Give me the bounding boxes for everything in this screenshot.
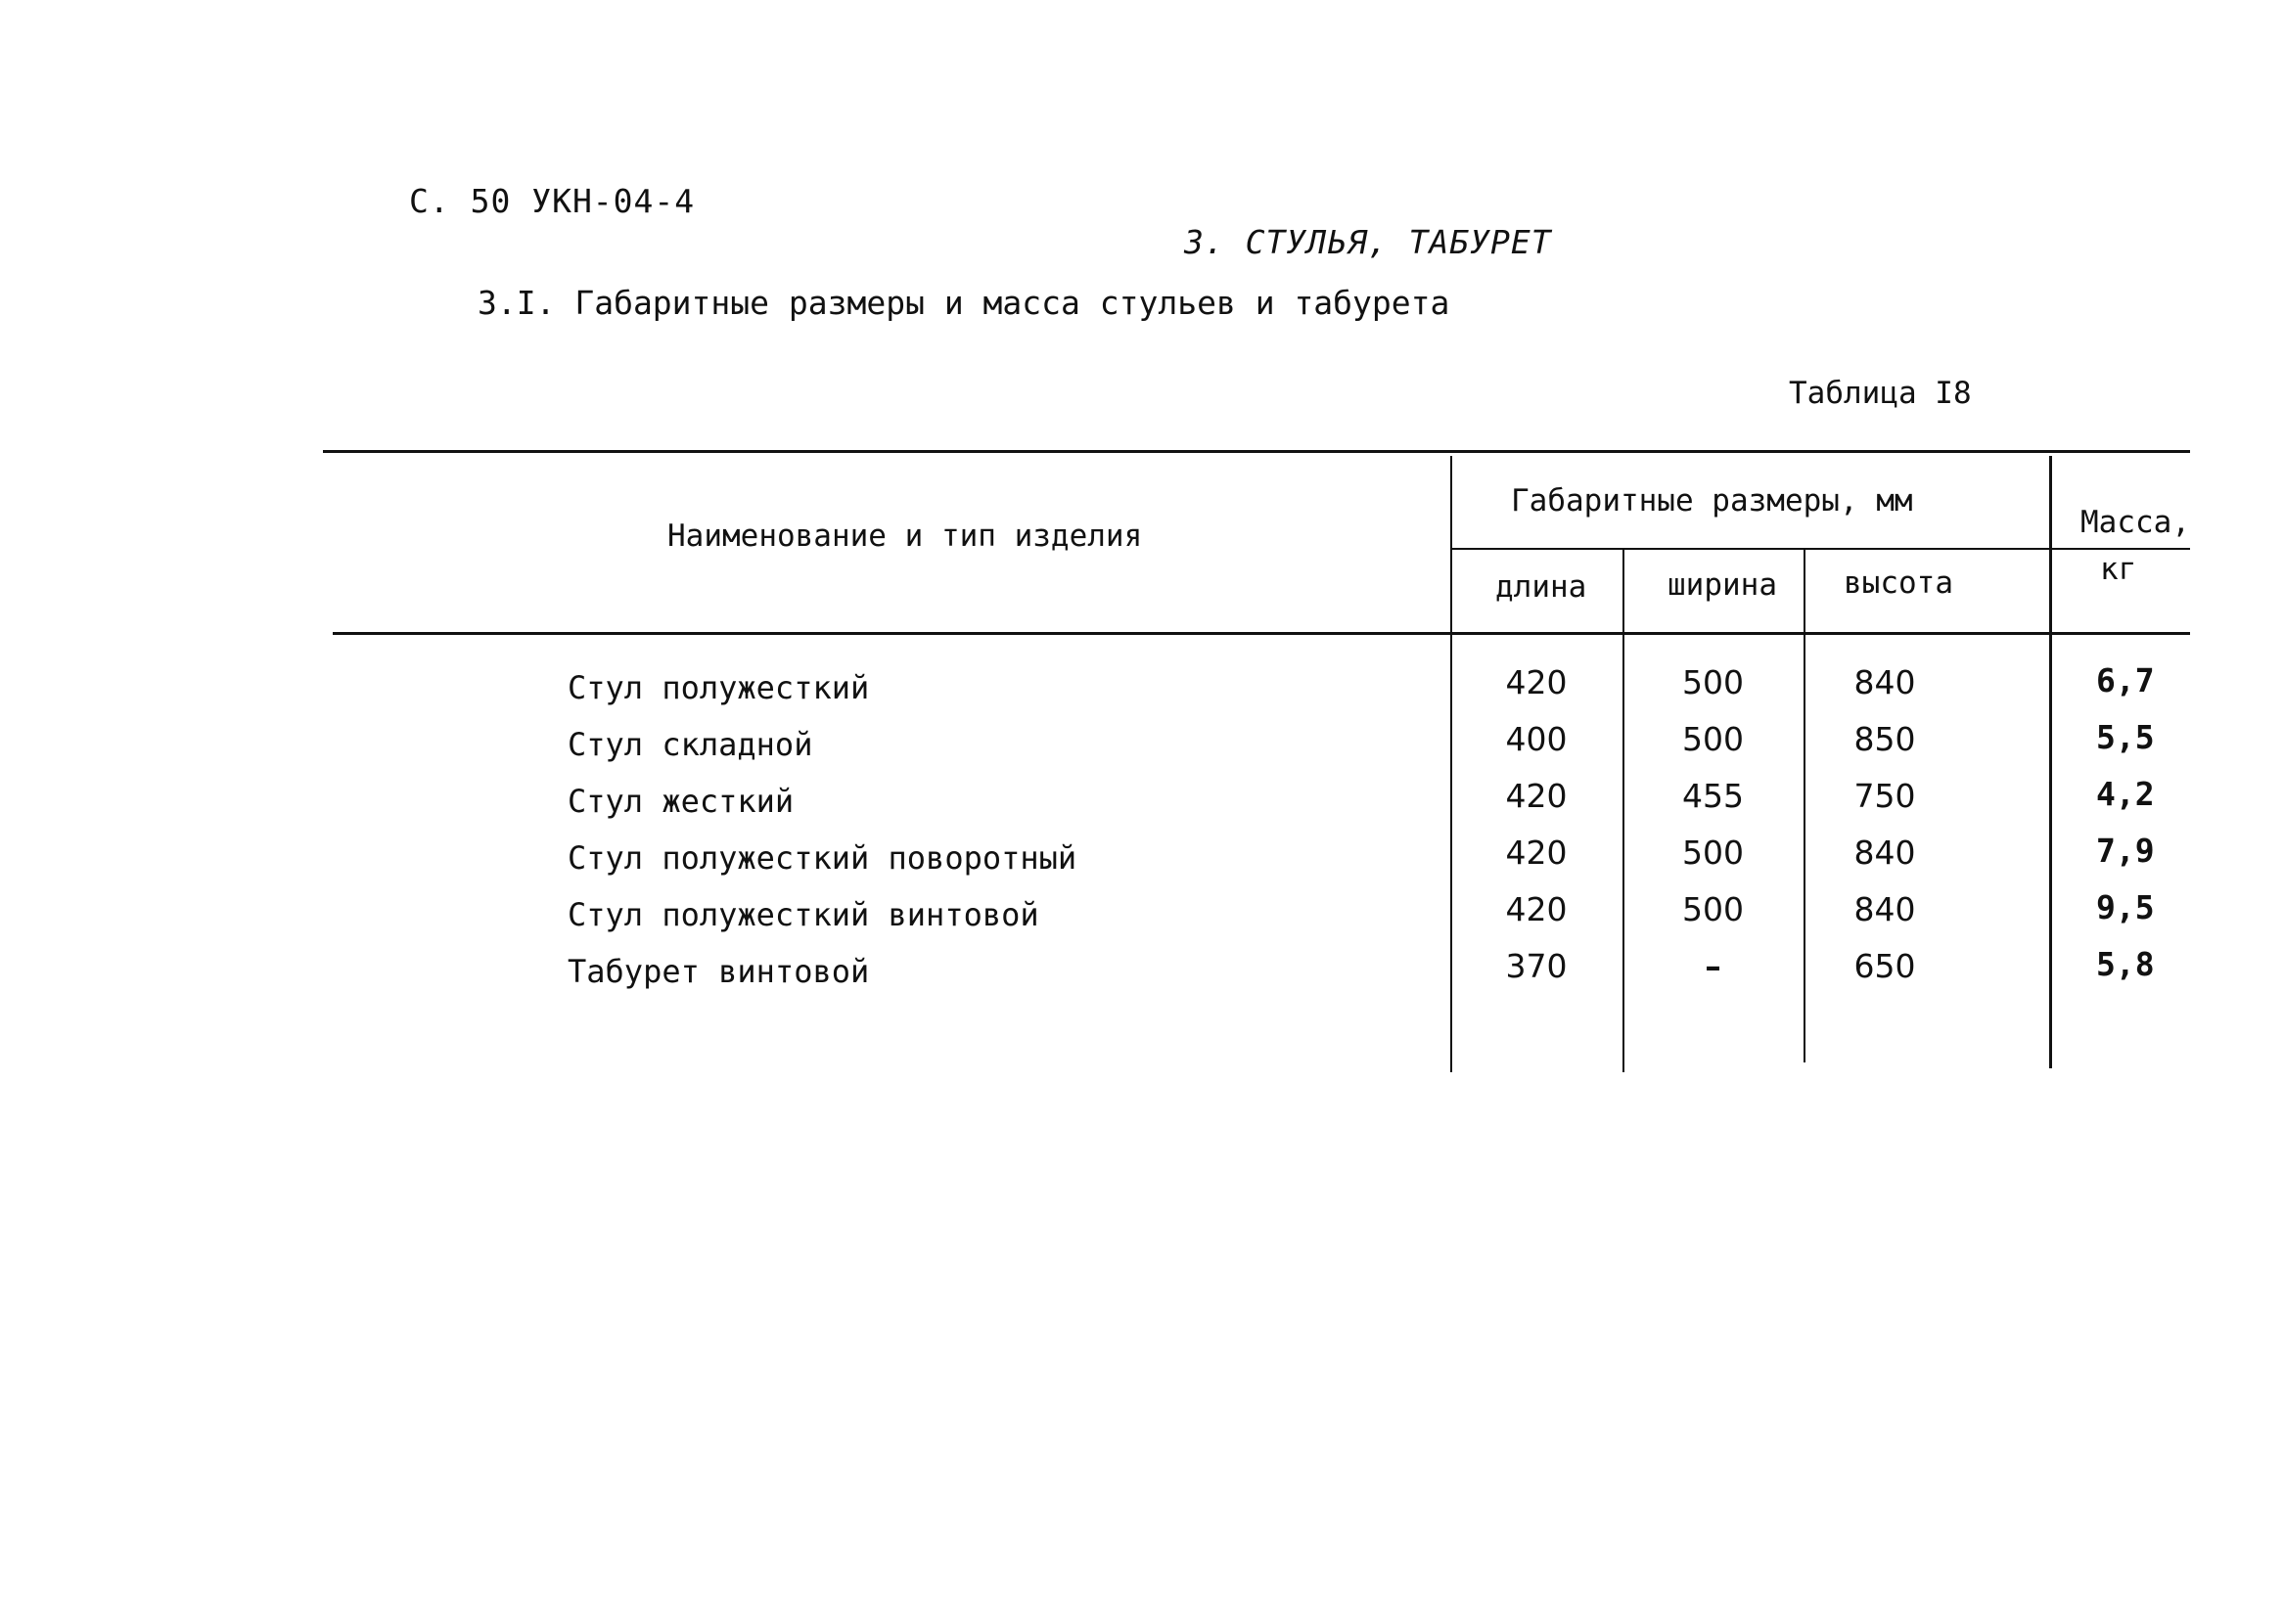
row-mass: 5,5 — [2096, 718, 2155, 756]
table-top-rule — [323, 450, 2190, 453]
dimensions-mass-table — [323, 450, 2190, 1072]
header-dimensions-group: Габаритные размеры, мм — [1511, 483, 1913, 519]
row-mass: 7,9 — [2096, 832, 2155, 870]
header-mass-unit: кг — [2100, 552, 2137, 587]
row-width: 500 — [1682, 720, 1744, 758]
row-height: 850 — [1853, 720, 1916, 758]
table-caption: Таблица I8 — [1789, 376, 1972, 411]
row-mass: 9,5 — [2096, 888, 2155, 926]
row-length: 420 — [1505, 834, 1568, 872]
row-mass: 4,2 — [2096, 775, 2155, 813]
header-height: высота — [1844, 565, 1953, 601]
row-width: 500 — [1682, 834, 1744, 872]
row-width: 455 — [1682, 777, 1744, 815]
row-height: 750 — [1853, 777, 1916, 815]
header-bottom-rule — [333, 632, 2190, 635]
row-mass: 6,7 — [2096, 661, 2155, 699]
row-length: 420 — [1505, 777, 1568, 815]
section-title: 3. СТУЛЬЯ, ТАБУРЕТ — [1184, 223, 1552, 261]
row-name: Стул полужесткий поворотный — [568, 839, 1077, 877]
header-name: Наименование и тип изделия — [667, 519, 1143, 554]
row-length: 420 — [1505, 663, 1568, 701]
header-length: длина — [1495, 569, 1587, 605]
row-name: Табурет винтовой — [568, 953, 870, 990]
row-width: – — [1705, 947, 1721, 985]
row-name: Стул полужесткий винтовой — [568, 896, 1039, 933]
row-name: Стул полужесткий — [568, 669, 870, 706]
row-length: 420 — [1505, 890, 1568, 928]
row-height: 650 — [1853, 947, 1916, 985]
mass-column-divider — [2049, 456, 2052, 1068]
row-height: 840 — [1853, 834, 1916, 872]
row-mass: 5,8 — [2096, 945, 2155, 983]
subsection-title: 3.I. Габаритные размеры и масса стульев и табурета — [478, 284, 1450, 322]
header-width: ширина — [1667, 567, 1777, 603]
row-name: Стул жесткий — [568, 783, 795, 820]
row-width: 500 — [1682, 663, 1744, 701]
row-name: Стул складной — [568, 726, 813, 763]
header-mass: Масса, — [2080, 505, 2190, 540]
row-height: 840 — [1853, 890, 1916, 928]
row-width: 500 — [1682, 890, 1744, 928]
page-header: С. 50 УКН-04-4 — [409, 182, 696, 220]
row-length: 400 — [1505, 720, 1568, 758]
row-length: 370 — [1505, 947, 1568, 985]
dimensions-subheader-rule — [1450, 548, 2190, 550]
row-height: 840 — [1853, 663, 1916, 701]
